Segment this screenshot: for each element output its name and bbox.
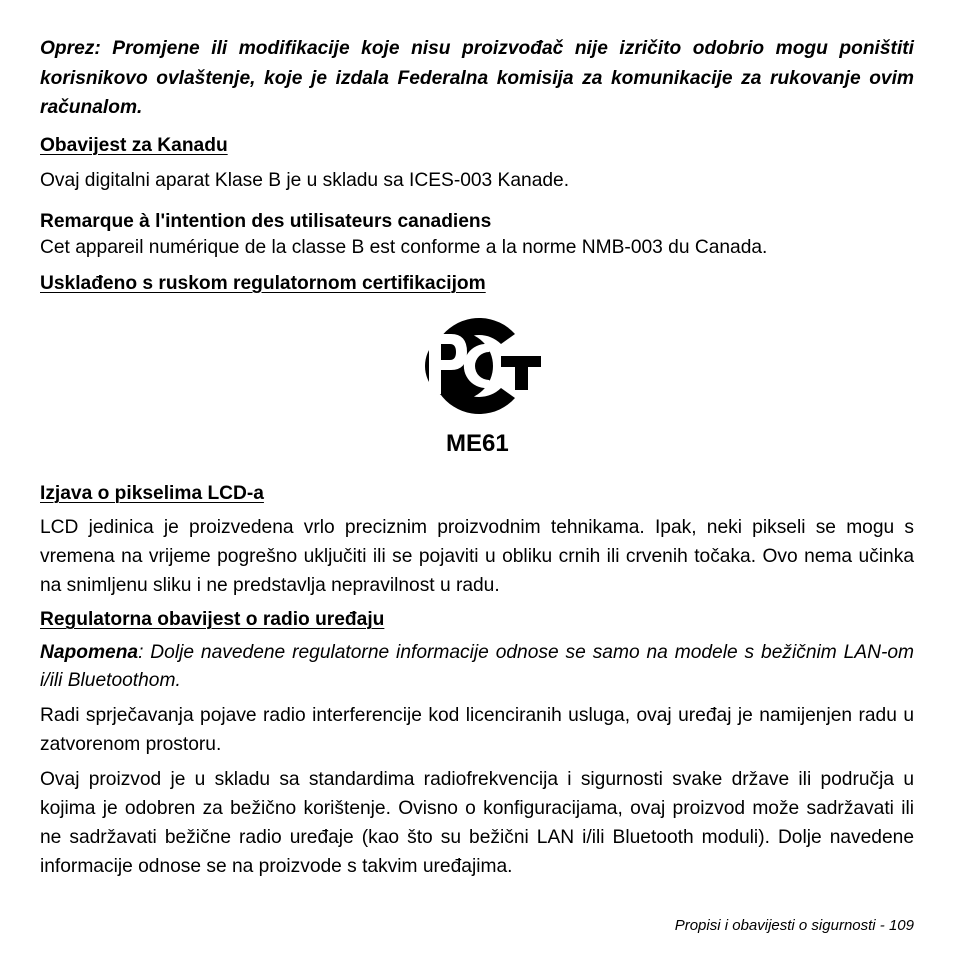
radio-note-paragraph [40,639,914,695]
heading-canada-notice: Obavijest za Kanadu [40,134,228,156]
canada-notice-text: Ovaj digitalni aparat Klase B je u skladu sa ICES-003 Kanade. [40,169,570,191]
warning-paragraph: Oprez: Promjene ili modifikacije koje nisu proizvođač nije izričito odobrio mogu poništiti korisnikovo ovlaštenje, koje je izdala Federalna komisija za komunikacije za rukovanje ovim računalom. [40,38,914,118]
canada-french-text: Cet appareil numérique de la classe B est conforme a la norme NMB-003 du Canada. [40,236,768,258]
model-number: ME61 [446,430,509,457]
radio-paragraph-2: Ovaj proizvod je u skladu sa standardima radiofrekvencija i sigurnosti svake države ili područja u kojima je odobren za bežično korištenje. Ovisno o konfiguracijama, ovaj proizvod može sadržavati ili ne sadržavati bežične radio uređaje (kao što su bežični LAN i/ili Bluetooth moduli). Dolje navedene informacije odnose se na proizvode s takvim uređajima. [40,769,914,877]
heading-radio-notice: Regulatorna obavijest o radio uređaju [40,609,385,630]
document-page-lower [40,481,914,881]
heading-canada-french: Remarque à l'intention des utilisateurs canadiens [40,210,492,232]
radio-paragraph-1: Radi sprječavanja pojave radio interferencije kod licenciranih usluga, ovaj uređaj je namijenjen radu u zatvorenom prostoru. [40,705,914,755]
note-label: Napomena [40,642,139,663]
pct-certification-mark-icon [417,318,543,414]
document-page [40,34,914,297]
heading-lcd-pixels: Izjava o pikselima LCD-a [40,483,264,504]
note-text: : Dolje navedene regulatorne informacije odnose se samo na modele s bežičnim LAN-om i/ili Bluetoothom. [40,642,914,691]
lcd-pixels-text: LCD jedinica je proizvedena vrlo preciznim proizvodnim tehnikama. Ipak, neki pikseli se mogu s vremena na vrijeme pogrešno uključiti ili se pojaviti u obliku crnih ili crvenih točaka. Ovo nema učinka na snimljenu sliku i ne predstavlja nepravilnost u radu. [40,517,914,596]
heading-russian-certification: Usklađeno s ruskom regulatornom certifikacijom [40,272,486,294]
page-footer: Propisi i obavijesti o sigurnosti - 109 [674,917,914,934]
